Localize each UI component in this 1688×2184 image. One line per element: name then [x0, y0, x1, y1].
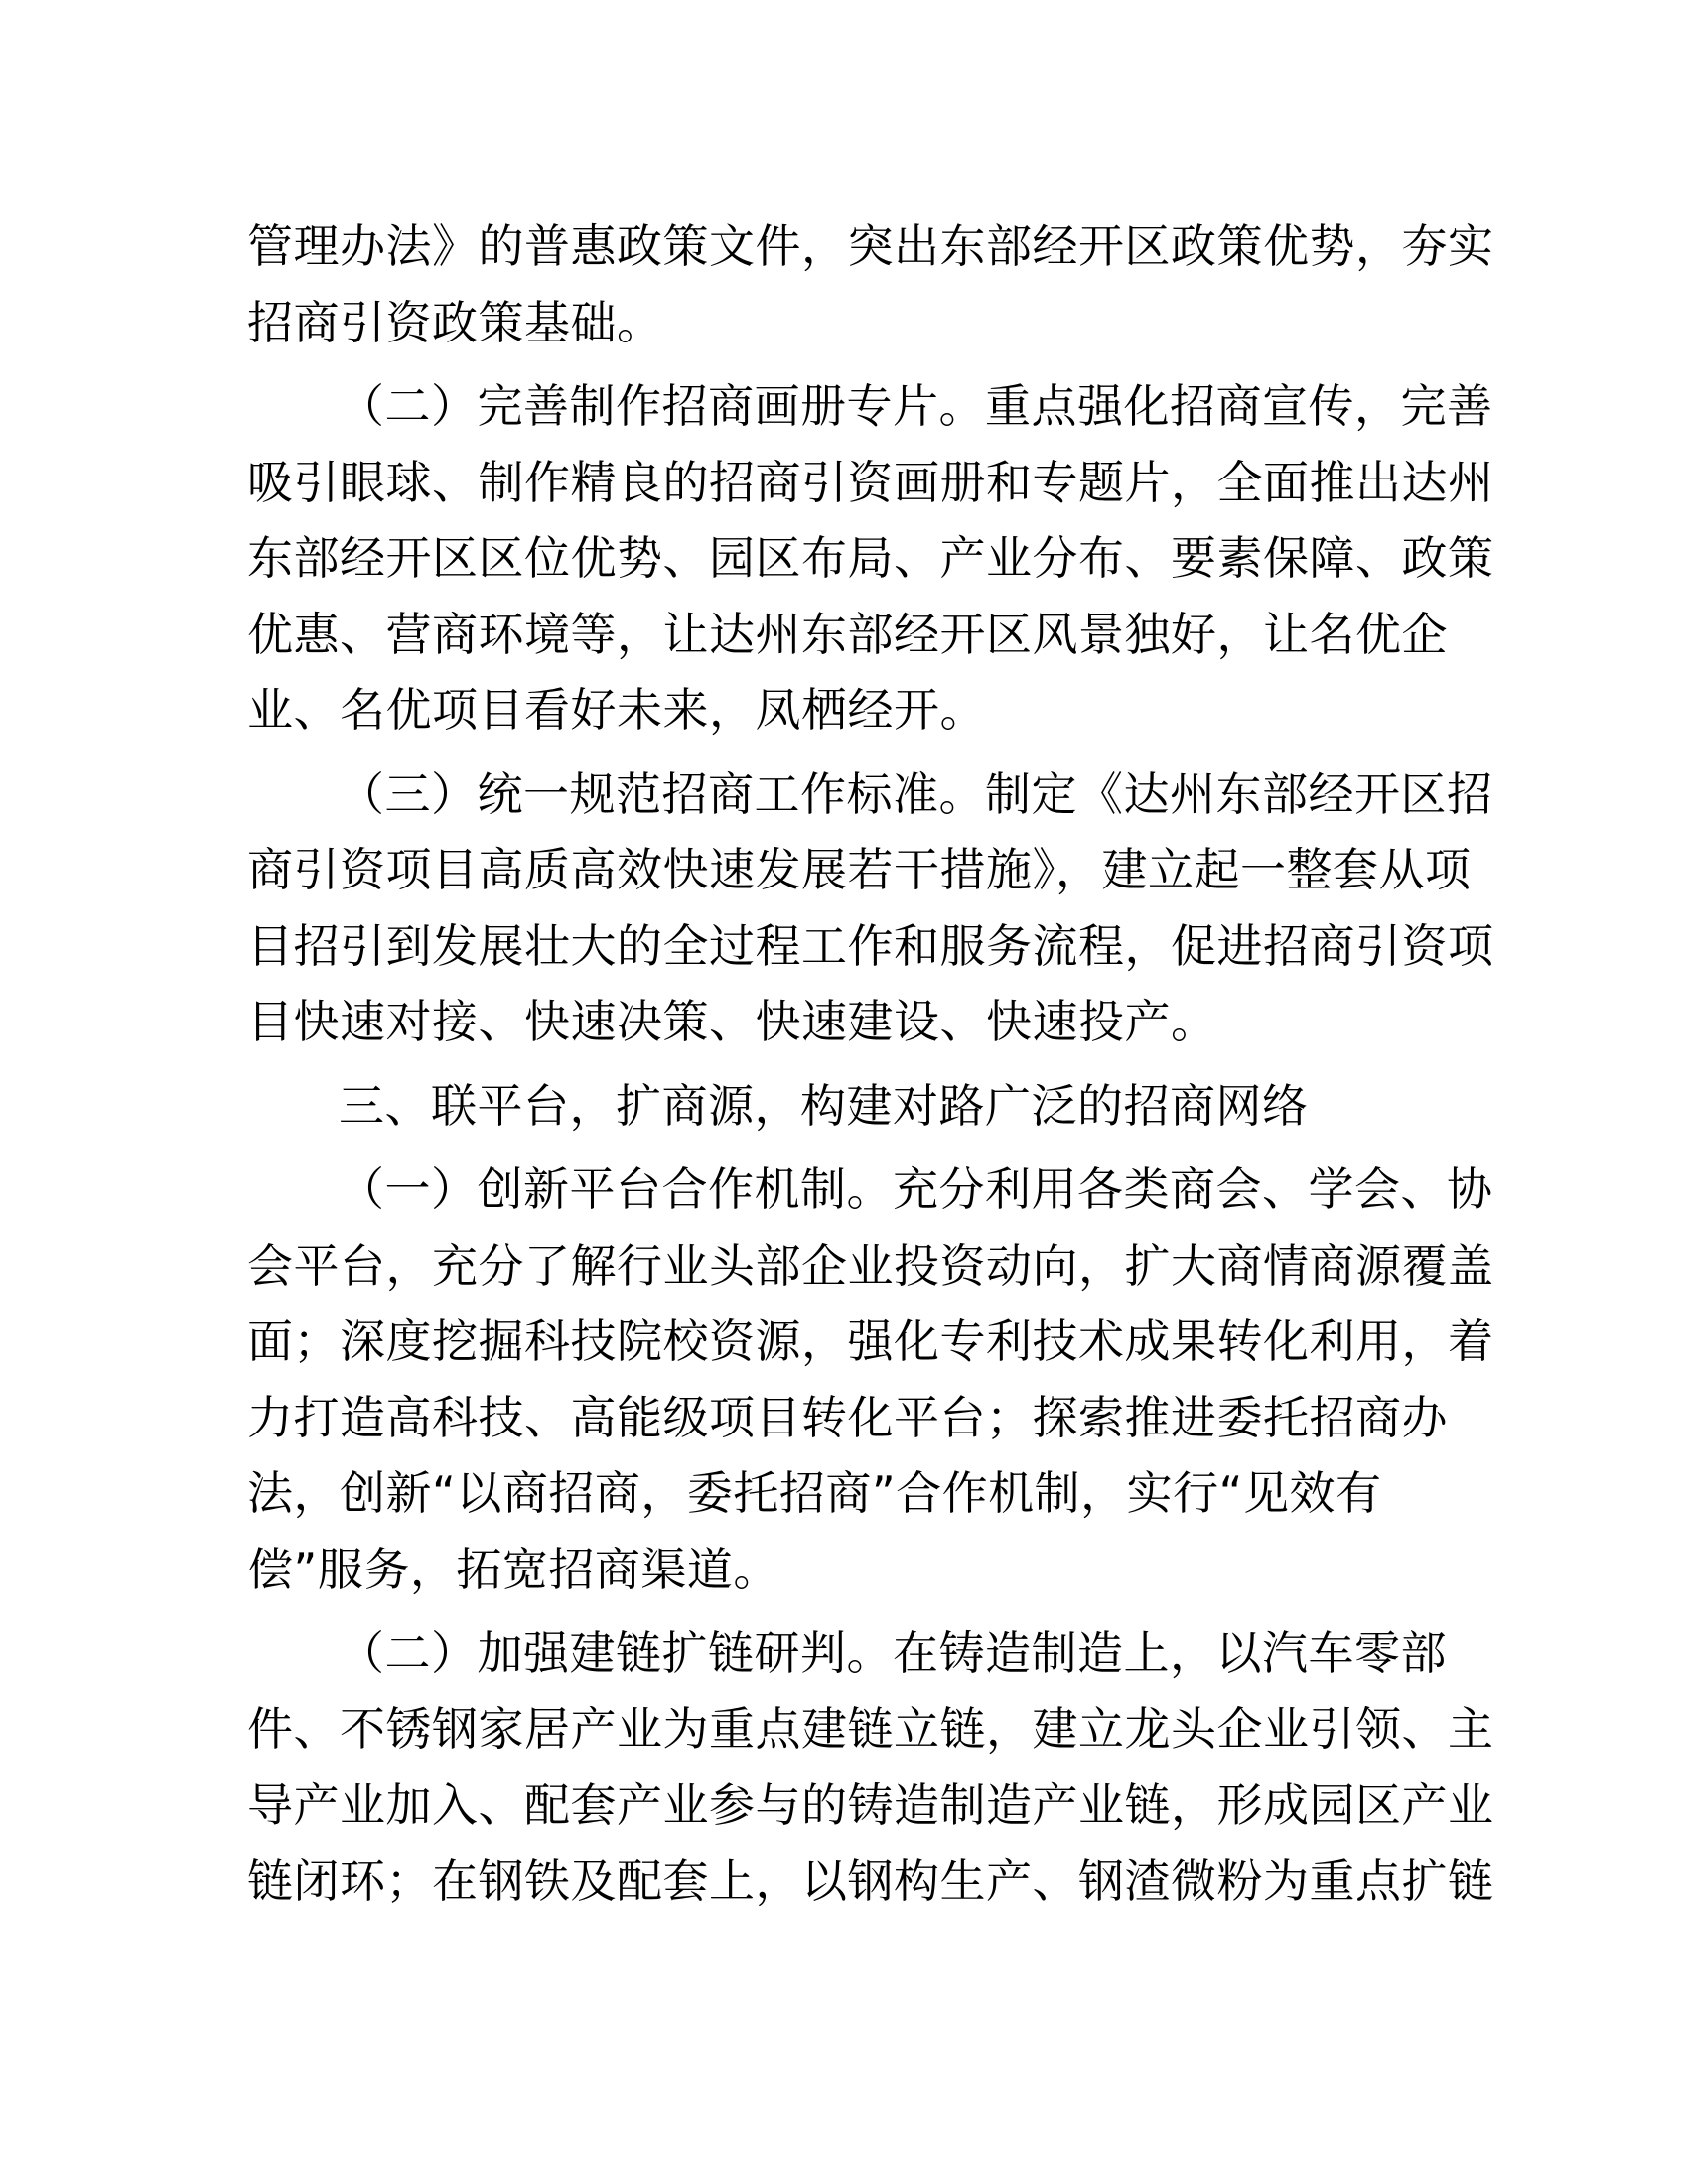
paragraph-policy-foundation-cont [247, 208, 1494, 360]
text-line: 东部经开区区位优势、园区布局、产业分布、要素保障、政策 [247, 531, 1494, 585]
paragraph-platform-cooperation [247, 1152, 1494, 1607]
text-line: 力打造高科技、高能级项目转化平台；探索推进委托招商办 [247, 1390, 1448, 1444]
text-line: 链闭环；在钢铁及配套上，以钢构生产、钢渣微粉为重点扩链 [247, 1853, 1494, 1908]
text-line: 会平台，充分了解行业头部企业投资动向，扩大商情商源覆盖 [247, 1238, 1494, 1293]
text-line: 法，创新“以商招商，委托招商”合作机制，实行“见效有 [247, 1466, 1382, 1520]
section-heading [247, 1068, 1449, 1145]
text-line: 优惠、营商环境等，让达州东部经开区风景独好，让名优企 [247, 607, 1448, 661]
text-line: 目快速对接、快速决策、快速建设、快速投产。 [247, 995, 1217, 1048]
text-line: 导产业加入、配套产业参与的铸造制造产业链，形成园区产业 [247, 1778, 1494, 1832]
text-line: 管理办法》的普惠政策文件，突出东部经开区政策优势，夯实 [247, 219, 1494, 273]
text-line: （二）完善制作招商画册专片。重点强化招商宣传，完善 [339, 379, 1493, 433]
paragraph-album-promo [247, 368, 1494, 749]
text-line: 面；深度挖掘科技院校资源，强化专利技术成果转化利用，着 [247, 1314, 1494, 1368]
text-line: （三）统一规范招商工作标准。制定《达州东部经开区招 [339, 766, 1493, 821]
text-line: 件、不锈钢家居产业为重点建链立链，建立龙头企业引领、主 [247, 1702, 1494, 1756]
document-page [247, 208, 1494, 1919]
text-line: （二）加强建链扩链研判。在铸造制造上，以汽车零部 [339, 1626, 1447, 1680]
paragraph-standards [247, 756, 1494, 1060]
text-line: 业、名优项目看好未来，凤栖经开。 [247, 683, 986, 737]
text-line: 目招引到发展壮大的全过程工作和服务流程，促进招商引资项 [247, 918, 1494, 973]
text-line: 吸引眼球、制作精良的招商引资画册和专题片，全面推出达州 [247, 455, 1494, 509]
text-line: 招商引资政策基础。 [247, 295, 663, 349]
text-line: 商引资项目高质高效快速发展若干措施》，建立起一整套从项 [247, 843, 1472, 896]
text-line: （一）创新平台合作机制。充分利用各类商会、学会、协 [339, 1162, 1493, 1216]
text-line: 三、联平台，扩商源，构建对路广泛的招商网络 [339, 1078, 1309, 1133]
text-line: 偿”服务，拓宽招商渠道。 [247, 1542, 779, 1596]
paragraph-chain-research [247, 1615, 1494, 1919]
